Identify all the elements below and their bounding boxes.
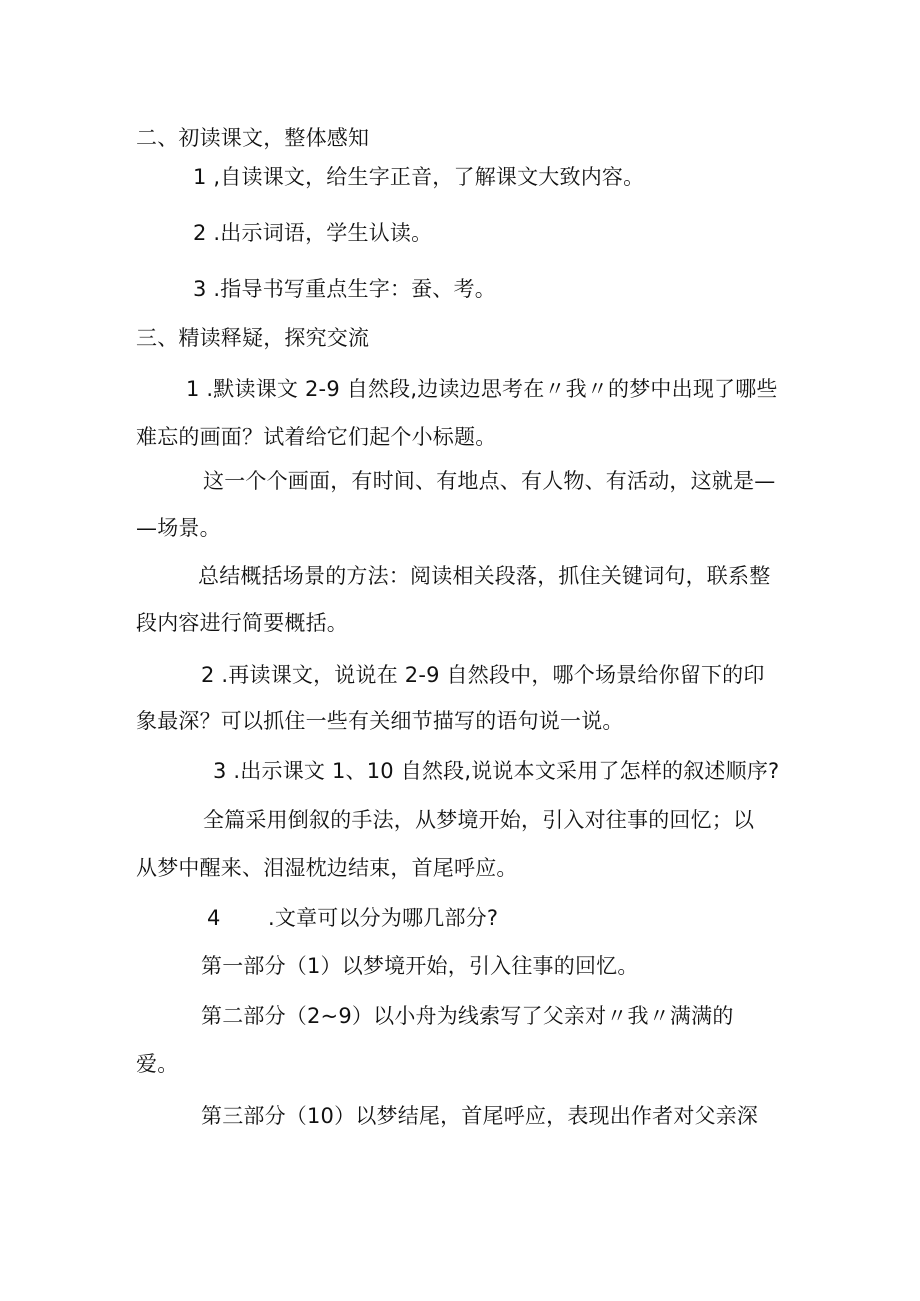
s3-para-1-line-2: —场景。 — [136, 516, 221, 540]
part-1: 第一部分（1）以梦境开始，引入往事的回忆。 — [201, 954, 639, 978]
s2-item-3: 3 .指导书写重点生字：蚕、考。 — [193, 277, 496, 301]
s3-item-3: 3 .出示课文 1、10 自然段,说说本文采用了怎样的叙述顺序? — [213, 759, 780, 783]
s3-item-4-text: .文章可以分为哪几部分? — [268, 906, 499, 930]
s3-para-3-line-1: 全篇采用倒叙的手法，从梦境开始，引入对往事的回忆；以 — [203, 808, 755, 832]
s3-item-1-line-1: 1 .默读课文 2-9 自然段,边读边思考在〃我〃的梦中出现了哪些 — [186, 377, 778, 401]
s3-item-2-line-2: 象最深？可以抓住一些有关细节描写的语句说一说。 — [136, 709, 624, 733]
s2-item-2: 2 .出示词语，学生认读。 — [193, 221, 433, 245]
part-3: 第三部分（10）以梦结尾，首尾呼应，表现出作者对父亲深 — [201, 1104, 759, 1128]
s3-para-2-line-1: 总结概括场景的方法：阅读相关段落，抓住关键词句，联系整 — [198, 564, 771, 588]
part-2-line-2: 爱。 — [136, 1052, 179, 1076]
s3-item-1-line-2: 难忘的画面？试着给它们起个小标题。 — [136, 425, 497, 449]
s2-item-1: 1 ,自读课文，给生字正音，了解课文大致内容。 — [193, 165, 645, 189]
part-2-line-1: 第二部分（2~9）以小舟为线索写了父亲对〃我〃满满的 — [201, 1004, 734, 1028]
s3-item-2-line-1: 2 .再读课文，说说在 2-9 自然段中，哪个场景给你留下的印 — [201, 663, 765, 687]
s3-para-3-line-2: 从梦中醒来、泪湿枕边结束，首尾呼应。 — [136, 856, 518, 880]
s3-para-1-line-1: 这一个个画面，有时间、有地点、有人物、有活动，这就是— — [203, 469, 776, 493]
section-3-heading: 三、精读释疑，探究交流 — [136, 326, 370, 350]
s3-item-4-number: 4 — [207, 906, 221, 930]
section-2-heading: 二、初读课文，整体感知 — [136, 126, 370, 150]
s3-para-2-line-2: 段内容进行简要概括。 — [136, 611, 348, 635]
